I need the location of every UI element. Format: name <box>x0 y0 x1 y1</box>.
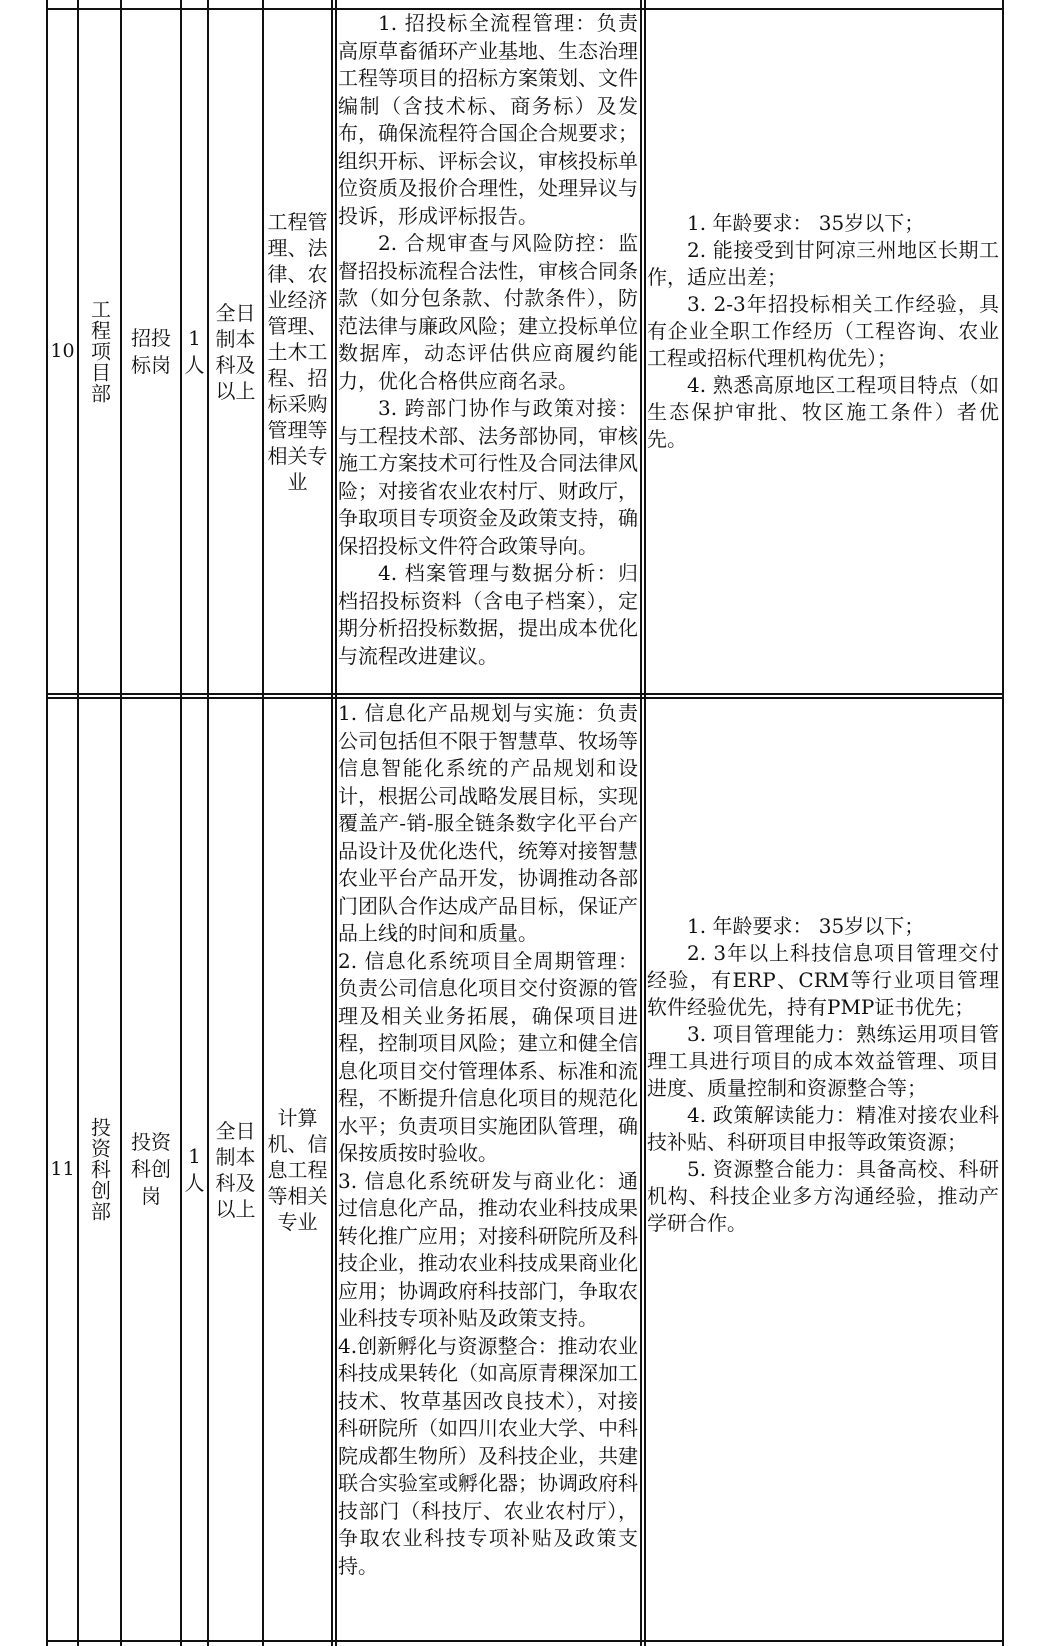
education-cell <box>209 10 262 693</box>
duty-item: 2. 信息化系统项目全周期管理：负责公司信息化项目交付资源的管理及相关业务拓展，确保项目进程，控制项目风险；建立和健全信息化项目交付管理体系、标准和流程，不断提升信息化项目的规范化水平；负责项目实施团队管理，确保按质按时验收。 <box>338 948 638 1165</box>
department-name: 工程项目部 <box>87 299 112 404</box>
grid-line <box>331 0 333 1646</box>
grid-line <box>46 1640 1004 1642</box>
position-name: 投资科创岗 <box>131 1130 171 1208</box>
headcount: 1人 <box>184 325 205 377</box>
requirement-item: 3. 项目管理能力：熟练运用项目管理工具进行项目的成本效益管理、项目进度、质量控制和资源整合等； <box>647 1022 999 1100</box>
requirement-item: 3. 2-3年招投标相关工作经验，具有企业全职工作经历（工程咨询、农业工程或招标代理机构优先）； <box>647 292 999 370</box>
requirement-item: 2. 3年以上科技信息项目管理交付经验，有ERP、CRM等行业项目管理软件经验优先，持有PMP证书优先； <box>647 941 999 1019</box>
count-cell <box>182 10 207 693</box>
duty-item: 4.创新孵化与资源整合：推动农业科技成果转化（如高原青稞深加工技术、牧草基因改良技术），对接科研院所（如四川农业大学、中科院成都生物所）及科技企业，共建联合实验室或孵化器；协调政府科技部门（科技厅、农业农村厅），争取农业科技专项补贴及政策支持。 <box>338 1333 638 1578</box>
duty-item: 4. 档案管理与数据分析：归档招投标资料（含电子档案），定期分析招投标数据，提出成本优化与流程改进建议。 <box>338 561 638 668</box>
major-cell <box>264 699 331 1640</box>
major: 计算机、信息工程等相关专业 <box>267 1105 328 1234</box>
department-cell <box>79 10 120 693</box>
requirements-cell <box>647 913 999 1353</box>
duty-item: 3. 信息化系统研发与商业化：通过信息化产品，推动农业科技成果转化推广应用；对接科研院所及科技企业，推动农业科技成果商业化应用；协调政府科技部门，争取农业科技专项补贴及政策支持。 <box>338 1168 638 1330</box>
row-number: 10 <box>50 340 75 362</box>
duty-item: 2. 合规审查与风险防控：监督招投标流程合法性，审核合同条款（如分包条款、付款条件），防范法律与廉政风险；建立投标单位数据库，动态评估供应商履约能力，优化合格供应商名录。 <box>338 231 638 393</box>
grid-line <box>1002 0 1004 1646</box>
requirement-item: 4. 熟悉高原地区工程项目特点（如生态保护审批、牧区施工条件）者优先。 <box>647 373 999 451</box>
position-cell <box>122 10 180 693</box>
requirement-item: 4. 政策解读能力：精准对接农业科技补贴、科研项目申报等政策资源； <box>647 1103 999 1154</box>
department-name: 投资科创部 <box>87 1117 112 1222</box>
grid-line <box>644 0 646 1646</box>
row-number: 11 <box>50 1158 75 1180</box>
grid-line <box>335 0 337 1646</box>
position-name: 招投标岗 <box>131 325 171 377</box>
requirement-item: 5. 资源整合能力：具备高校、科研机构、科技企业多方沟通经验，推动产学研合作。 <box>647 1157 999 1235</box>
duties-cell <box>338 700 638 1640</box>
grid-line <box>640 0 642 1646</box>
requirements-cell <box>647 210 999 510</box>
grid-line <box>46 693 1004 695</box>
headcount: 1人 <box>184 1143 205 1195</box>
duty-item: 3. 跨部门协作与政策对接：与工程技术部、法务部协同，审核施工方案技术可行性及合同法律风险；对接省农业农村厅、财政厅，争取项目专项资金及政策支持，确保招投标文件符合政策导向。 <box>338 396 638 558</box>
duties-cell <box>338 10 638 693</box>
requirement-item: 1. 年龄要求： 35岁以下； <box>687 914 925 938</box>
education: 全日制本科及以上 <box>215 300 256 403</box>
position-cell <box>122 699 180 1640</box>
requirement-item: 2. 能接受到甘阿凉三州地区长期工作，适应出差； <box>647 238 999 289</box>
major-cell <box>264 10 331 693</box>
duty-item: 1. 招投标全流程管理：负责高原草畜循环产业基地、生态治理工程等项目的招标方案策划、文件编制（含技术标、商务标）及发布，确保流程符合国企合规要求；组织开标、评标会议，审核投标单位资质及报价合理性，处理异议与投诉，形成评标报告。 <box>338 11 638 228</box>
duty-item: 1. 信息化产品规划与实施：负责公司包括但不限于智慧草、牧场等信息智能化系统的产品规划和设计，根据公司战略发展目标，实现覆盖产-销-服全链条数字化平台产品设计及优化迭代，统筹对接智慧农业平台产品开发，协调推动各部门团队合作达成产品目标，保证产品上线的时间和质量。 <box>338 701 638 945</box>
department-cell <box>79 699 120 1640</box>
education: 全日制本科及以上 <box>215 1118 256 1221</box>
education-cell <box>209 699 262 1640</box>
count-cell <box>182 699 207 1640</box>
major: 工程管理、法律、农业经济管理、土木工程、招标采购管理等相关专业 <box>267 209 328 494</box>
requirement-item: 1. 年龄要求： 35岁以下； <box>687 211 925 235</box>
